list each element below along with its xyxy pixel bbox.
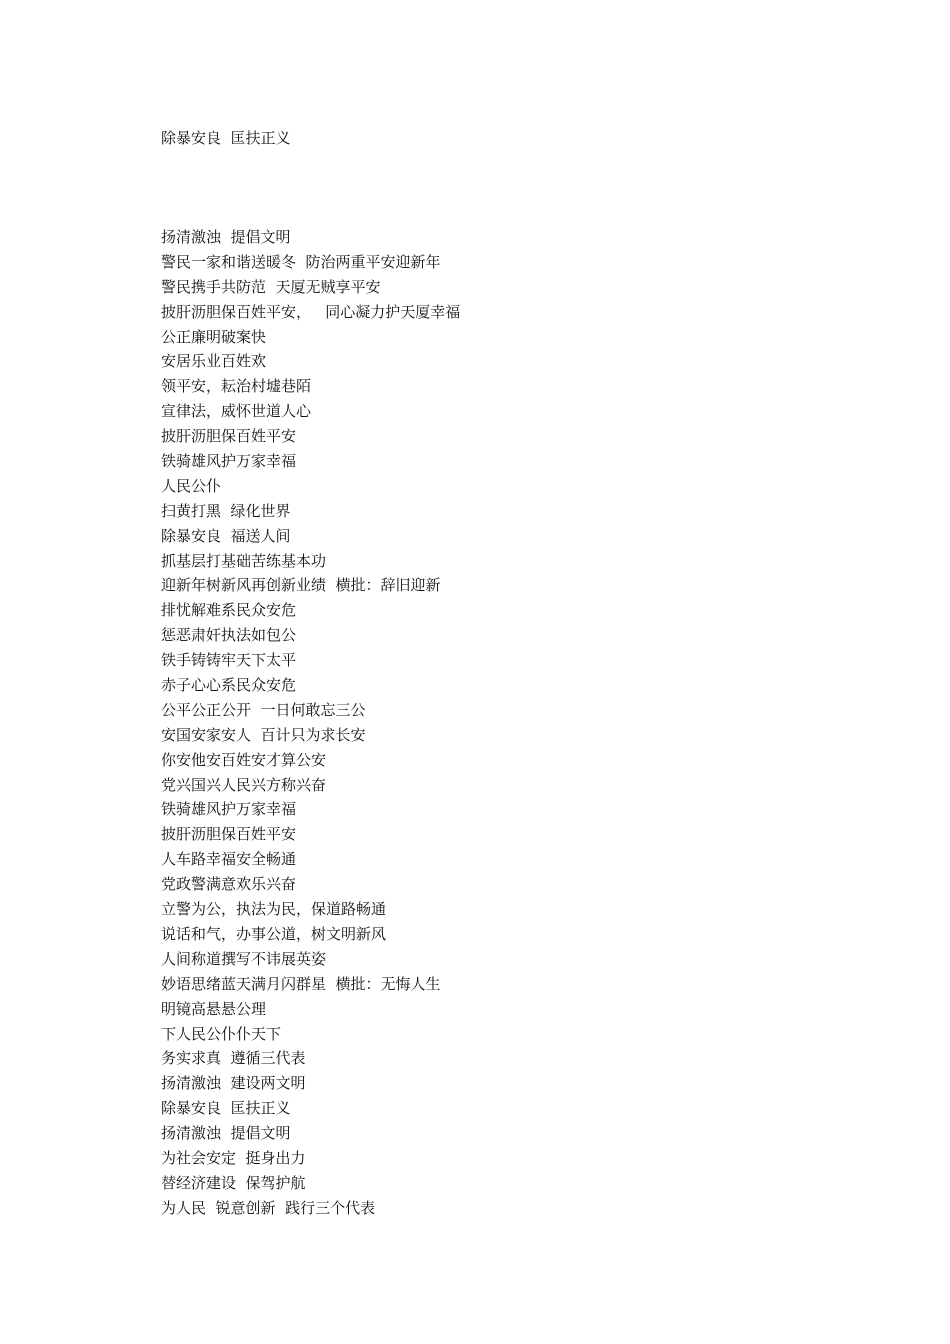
couplet-line: 立警为公，执法为民，保道路畅通 [161,900,387,919]
couplet-line: 明镜高悬悬公理 [161,999,267,1018]
couplet-line: 披肝沥胆保百姓平安， 同心凝力护天厦幸福 [161,302,461,321]
couplet-line: 披肝沥胆保百姓平安 [161,427,297,446]
couplet-line: 党兴国兴人民兴方称兴奋 [161,775,327,794]
couplet-line: 铁骑雄风护万家幸福 [161,452,297,471]
couplet-line: 人车路幸福安全畅通 [161,850,297,869]
couplet-line: 人间称道撰写不讳展英姿 [161,949,327,968]
couplet-line: 抓基层打基础苦练基本功 [161,551,327,570]
couplet-line: 铁骑雄风护万家幸福 [161,800,297,819]
couplet-line: 扬清激浊 提倡文明 [161,1124,291,1143]
couplet-line: 扬清激浊 提倡文明 [161,228,291,246]
couplet-line: 你安他安百姓安才算公安 [161,750,327,769]
couplet-line: 领平安，耘治村墟巷陌 [161,377,312,396]
couplet-line: 替经济建设 保驾护航 [161,1173,306,1192]
couplet-line: 披肝沥胆保百姓平安 [161,825,297,844]
couplet-line: 除暴安良 匡扶正义 [161,1099,291,1118]
couplet-line: 排忧解难系民众安危 [161,601,297,620]
couplet-line: 警民一家和谐送暖冬 防治两重平安迎新年 [161,252,441,271]
couplet-line: 迎新年树新风再创新业绩 横批：辞旧迎新 [161,576,441,595]
couplet-line: 公平公正公开 一日何敢忘三公 [161,700,366,719]
couplet-line: 扬清激浊 建设两文明 [161,1074,306,1093]
couplet-line: 铁手铸铸牢天下太平 [161,651,297,670]
couplet-line: 为人民 锐意创新 践行三个代表 [161,1198,376,1217]
couplet-line: 安国安家安人 百计只为求长安 [161,725,366,744]
couplet-line: 宣律法，威怀世道人心 [161,402,312,421]
couplet-line: 公正廉明破案快 [161,327,267,346]
couplet-line: 扫黄打黑 绿化世界 [161,501,291,520]
couplet-line: 妙语思绪蓝天满月闪群星 横批：无悔人生 [161,974,441,993]
couplet-line: 下人民公仆仆天下 [161,1024,282,1043]
couplet-line: 赤子心心系民众安危 [161,676,297,695]
couplet-line: 惩恶肃奸执法如包公 [161,626,297,645]
couplet-list [161,225,460,1221]
couplet-line: 警民携手共防范 天厦无贼享平安 [161,277,381,296]
couplet-line: 人民公仆 [161,476,222,495]
couplet-line: 安居乐业百姓欢 [161,352,267,371]
couplet-line: 务实求真 遵循三代表 [161,1049,306,1068]
couplet-line: 说话和气，办事公道，树文明新风 [161,924,387,943]
couplet-line: 除暴安良 福送人间 [161,526,291,545]
couplet-line: 党政警满意欢乐兴奋 [161,875,297,894]
couplet-line: 为社会安定 挺身出力 [161,1148,306,1167]
document-heading: 除暴安良 匡扶正义 [161,129,291,147]
